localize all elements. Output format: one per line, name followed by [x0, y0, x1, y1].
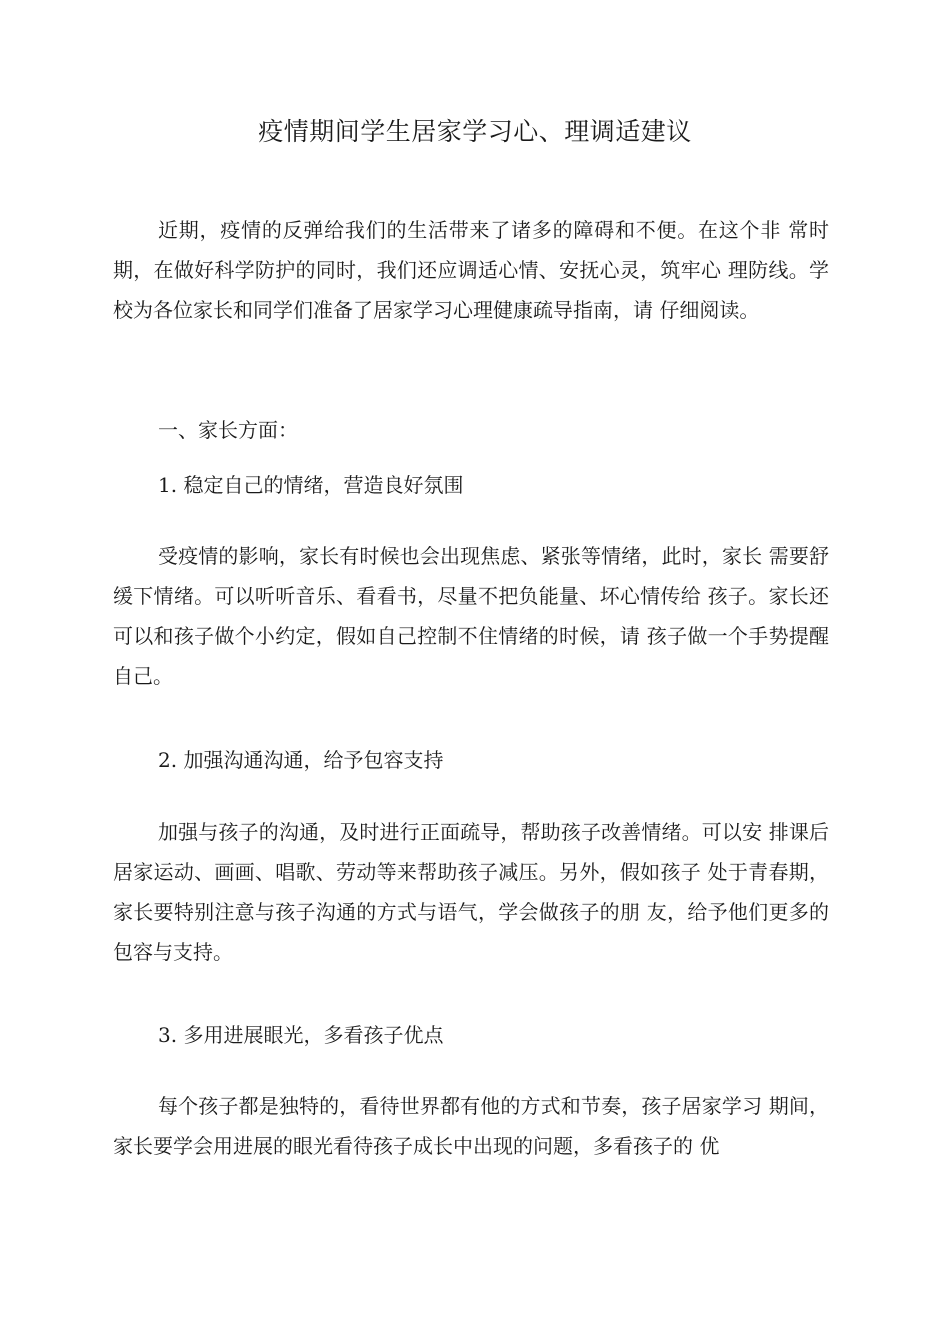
- item-heading-2: 2. 加强沟通沟通，给予包容支持: [158, 748, 444, 772]
- item-paragraph-2: 加强与孩子的沟通，及时进行正面疏导，帮助孩子改善情绪。可以安 排课后居家运动、画画、唱歌、劳动等来帮助孩子减压。另外，假如孩子 处于青春期，家长要特别注意与孩子沟通的方式与语气，学会做孩子的朋 友，给予他们更多的包容与支持。: [113, 820, 829, 964]
- item-heading-1: 1. 稳定自己的情绪，营造良好氛围: [158, 473, 464, 497]
- item-heading-3: 3. 多用进展眼光，多看孩子优点: [158, 1023, 444, 1047]
- item-paragraph-3: 每个孩子都是独特的，看待世界都有他的方式和节奏，孩子居家学习 期间，家长要学会用进展的眼光看待孩子成长中出现的问题，多看孩子的 优: [113, 1094, 829, 1158]
- document-title: 疫情期间学生居家学习心、理调适建议: [258, 117, 692, 146]
- section-heading-parents: 一、家长方面：: [158, 418, 298, 442]
- item-paragraph-1: 受疫情的影响，家长有时候也会出现焦虑、紧张等情绪，此时，家长 需要舒缓下情绪。可以听听音乐、看看书，尽量不把负能量、坏心情传给 孩子。家长还可以和孩子做个小约定，假如自己控制不住情绪的时候，请 孩子做一个手势提醒自己。: [113, 544, 829, 688]
- intro-paragraph: 近期，疫情的反弹给我们的生活带来了诸多的障碍和不便。在这个非 常时期，在做好科学防护的同时，我们还应调适心情、安抚心灵，筑牢心 理防线。学校为各位家长和同学们准备了居家学习心理健康疏导指南，请 仔细阅读。: [113, 218, 829, 322]
